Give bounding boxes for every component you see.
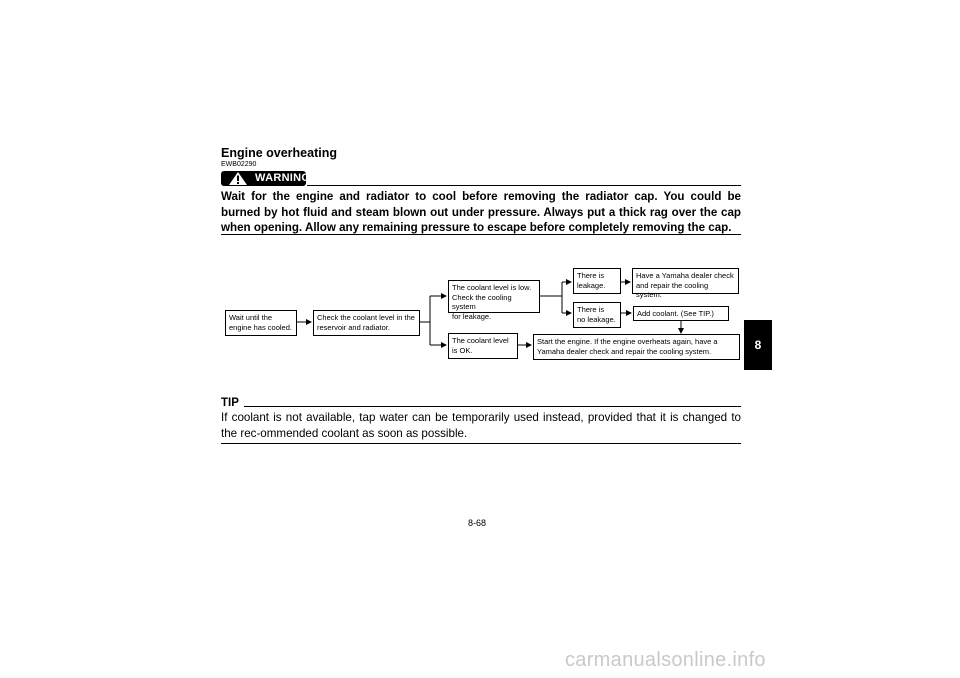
flow-box-wait: Wait until the engine has cooled. <box>225 310 297 336</box>
section-title: Engine overheating <box>221 146 337 160</box>
tip-top-rule <box>244 406 741 407</box>
flow-box-no-leakage: There is no leakage. <box>573 302 621 328</box>
flow-box-add-coolant: Add coolant. (See TIP.) <box>633 306 729 321</box>
flow-box-level-low: The coolant level is low. Check the cooling system for leakage. <box>448 280 540 313</box>
warning-label: WARNING <box>255 172 311 184</box>
flow-box-level-ok: The coolant level is OK. <box>448 333 518 359</box>
warning-text: Wait for the engine and radiator to cool before removing the radiator cap. You could be burned by hot fluid and steam blown out under pressure. Always put a thick rag over the cap when opening. Allow any remaining pressure to escape before completely removing the cap. <box>221 190 741 234</box>
flow-box-dealer-repair: Have a Yamaha dealer check and repair the cooling system. <box>632 268 739 294</box>
page-number: 8-68 <box>468 518 487 528</box>
reference-code: EWB02290 <box>221 161 257 168</box>
tip-text: If coolant is not available, tap water can be temporarily used instead, provided that it is changed to the rec-ommended coolant as soon as possible. <box>221 411 741 440</box>
tip-bottom-rule <box>221 443 741 444</box>
flow-box-start-engine: Start the engine. If the engine overheats again, have a Yamaha dealer check and repair the cooling system. <box>533 334 740 360</box>
flow-box-leakage: There is leakage. <box>573 268 621 294</box>
chapter-tab[interactable]: 8 <box>744 320 772 370</box>
watermark: carmanualsonline.info <box>565 649 766 671</box>
flow-box-check-level: Check the coolant level in the reservoir and radiator. <box>313 310 420 336</box>
tip-heading: TIP <box>221 397 239 409</box>
